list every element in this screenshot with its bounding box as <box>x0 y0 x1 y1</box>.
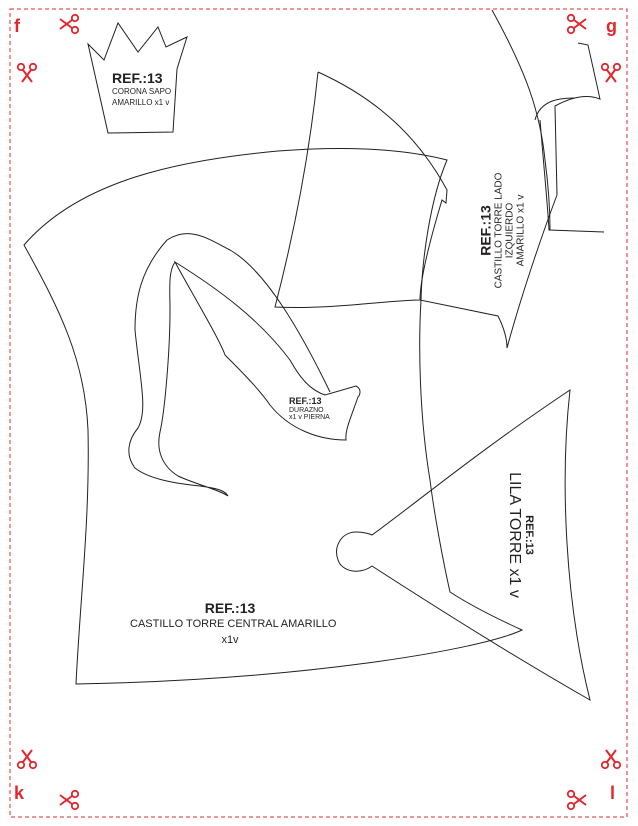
left-tower-piece <box>275 43 600 348</box>
scissors-icon <box>568 791 586 809</box>
lila-tower-label <box>505 465 535 605</box>
scissors-icon <box>60 791 78 809</box>
leg-ref: REF.:13 <box>289 396 322 406</box>
left-tower-line2: IZQUIERDO <box>504 202 516 259</box>
leg-line1: DURAZNO <box>289 407 324 414</box>
scissors-icon <box>18 64 36 82</box>
scissors-icon <box>568 15 586 33</box>
left-tower-line3: AMARILLO x1 v <box>515 194 527 267</box>
crown-line1: CORONA SAPO <box>112 87 172 96</box>
central-tower-line1: CASTILLO TORRE CENTRAL AMARILLO <box>130 618 337 630</box>
scissors-icon <box>602 64 620 82</box>
corner-letter-f: f <box>14 16 20 36</box>
left-tower-label <box>478 161 527 301</box>
corner-letter-l: l <box>610 783 616 803</box>
leg-line2: x1 v PIERNA <box>289 414 330 421</box>
crown-label <box>112 70 171 107</box>
crown-line2: AMARILLO x1 v <box>112 98 170 107</box>
left-tower-ref: REF.:13 <box>477 205 494 256</box>
lila-tower-piece <box>337 390 590 700</box>
leg-piece <box>129 234 360 496</box>
lila-tower-line1: LILA TORRE x1 v <box>506 472 523 598</box>
scissors-icon <box>602 750 620 768</box>
central-tower-line2: x1v <box>221 634 239 646</box>
central-tower-label <box>130 600 337 646</box>
crown-ref: REF.:13 <box>112 70 163 86</box>
corner-letter-k: k <box>14 783 25 803</box>
scissors-icon <box>60 15 78 33</box>
corner-letter-g: g <box>606 16 617 36</box>
leg-label <box>289 396 330 421</box>
lila-tower-ref: REF.:13 <box>523 515 535 555</box>
central-tower-ref: REF.:13 <box>204 600 256 616</box>
left-tower-line1: CASTILLO TORRE LADO <box>493 172 505 289</box>
scissors-icon <box>18 750 36 768</box>
